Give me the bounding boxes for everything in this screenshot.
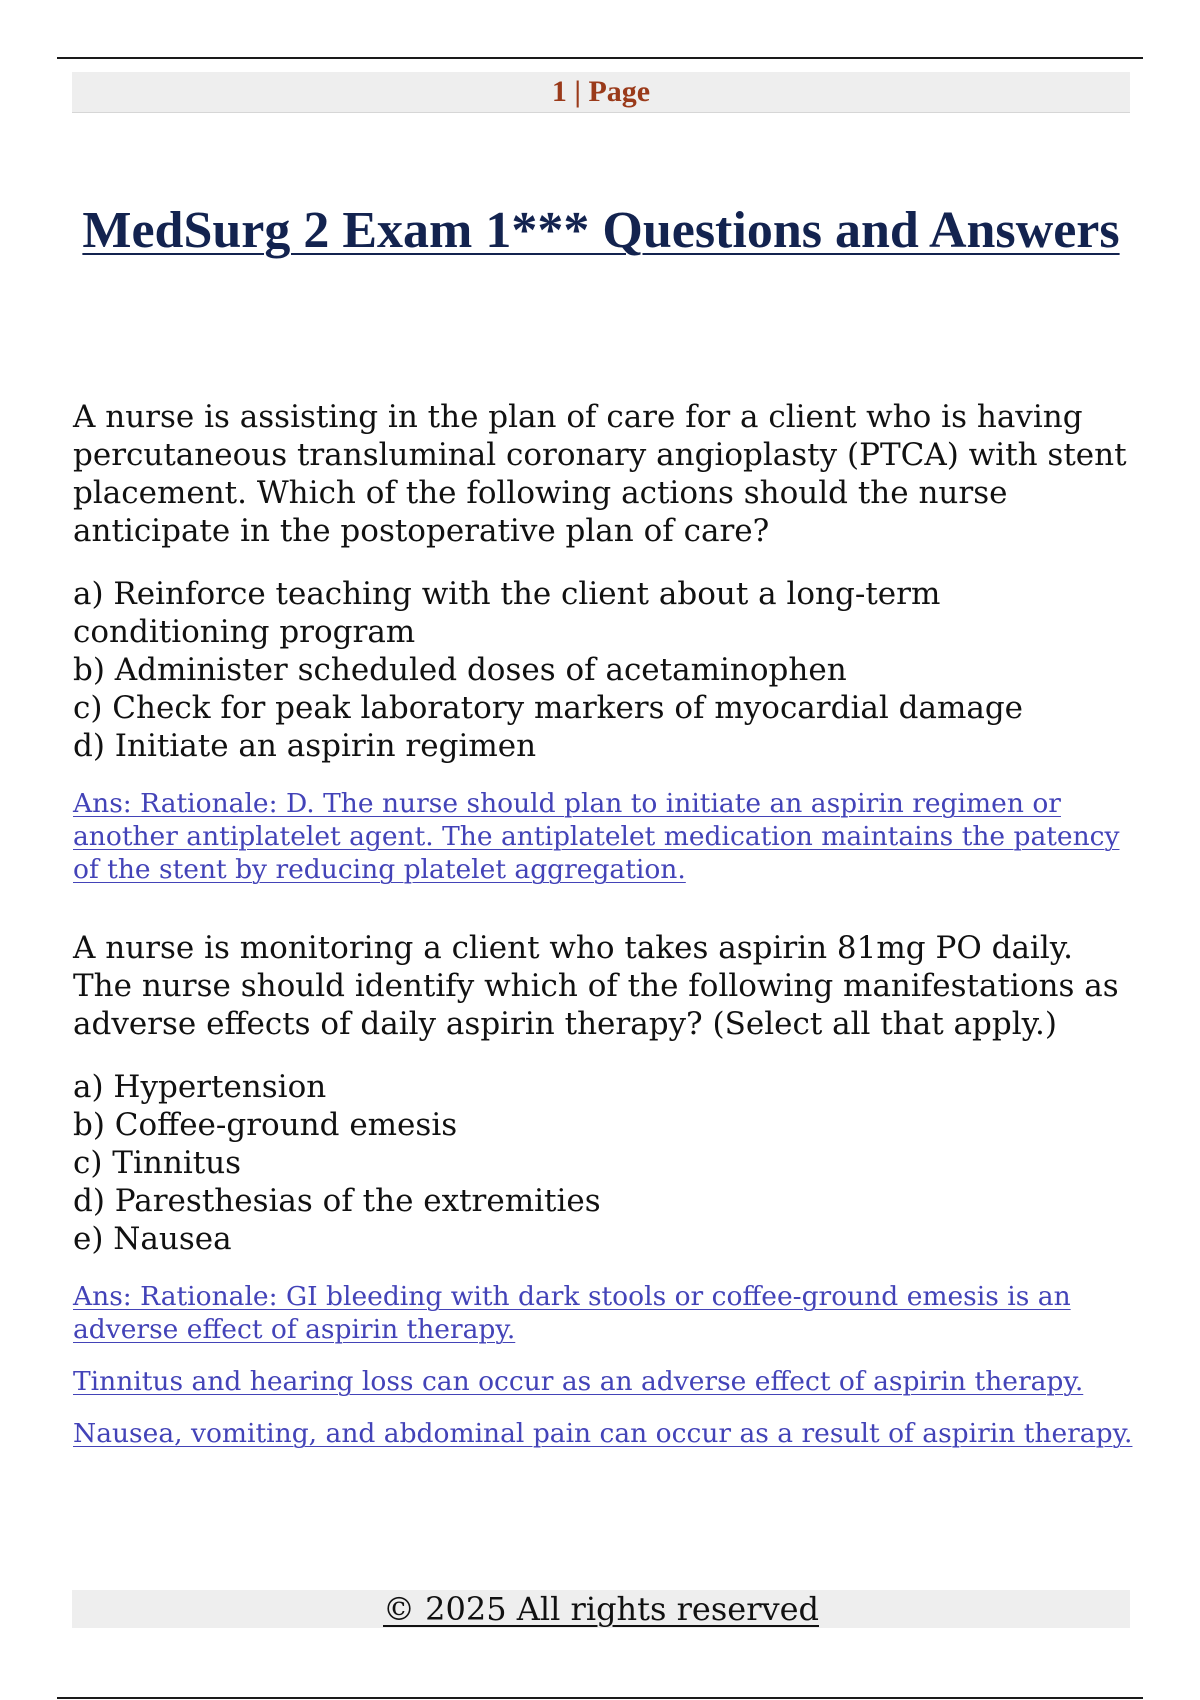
document-body <box>73 398 1138 1450</box>
page-footer <box>72 1590 1130 1628</box>
option-e: e) Nausea <box>73 1221 232 1257</box>
question-2 <box>73 929 1138 1450</box>
answer-rationale-nausea: Nausea, vomiting, and abdominal pain can occur as a result of aspirin therapy. <box>73 1418 1133 1449</box>
answer-rationale: Ans: Rationale: GI bleeding with dark stools or coffee-ground emesis is an adverse effect of aspirin therapy. <box>73 1281 1071 1345</box>
option-c: c) Tinnitus <box>73 1145 242 1181</box>
page-header <box>72 72 1130 113</box>
page-number-label: 1 | Page <box>551 75 651 108</box>
bottom-rule <box>57 1697 1143 1699</box>
top-rule <box>57 57 1143 59</box>
answer-options <box>73 575 1138 765</box>
question-text: A nurse is assisting in the plan of care for a client who is having percutaneous transluminal coronary angioplasty (PTCA) with stent placement. Which of the following actions should the nurse anticipate in the postoperative plan of care? <box>73 399 1127 549</box>
question-1 <box>73 398 1138 886</box>
document-title: MedSurg 2 Exam 1*** Questions and Answers <box>82 202 1120 259</box>
option-d: d) Paresthesias of the extremities <box>73 1183 601 1219</box>
option-c: c) Check for peak laboratory markers of myocardial damage <box>73 690 1024 726</box>
option-a: a) Hypertension <box>73 1069 327 1105</box>
answer-rationale: Ans: Rationale: D. The nurse should plan to initiate an aspirin regimen or another antiplatelet agent. The antiplatelet medication maintains the patency of the stent by reducing platelet aggregation. <box>73 788 1120 885</box>
answer-options <box>73 1068 1138 1258</box>
option-b: b) Administer scheduled doses of acetaminophen <box>73 652 847 688</box>
question-text: A nurse is monitoring a client who takes aspirin 81mg PO daily. The nurse should identify which of the following manifestations as adverse effects of daily aspirin therapy? (Select all that apply.) <box>73 930 1119 1042</box>
answer-rationale-tinnitus: Tinnitus and hearing loss can occur as an adverse effect of aspirin therapy. <box>73 1366 1084 1397</box>
option-b: b) Coffee-ground emesis <box>73 1107 458 1143</box>
option-a: a) Reinforce teaching with the client about a long-term conditioning program <box>73 576 941 650</box>
option-d: d) Initiate an aspirin regimen <box>73 728 537 764</box>
copyright-text: © 2025 All rights reserved <box>383 1590 819 1628</box>
